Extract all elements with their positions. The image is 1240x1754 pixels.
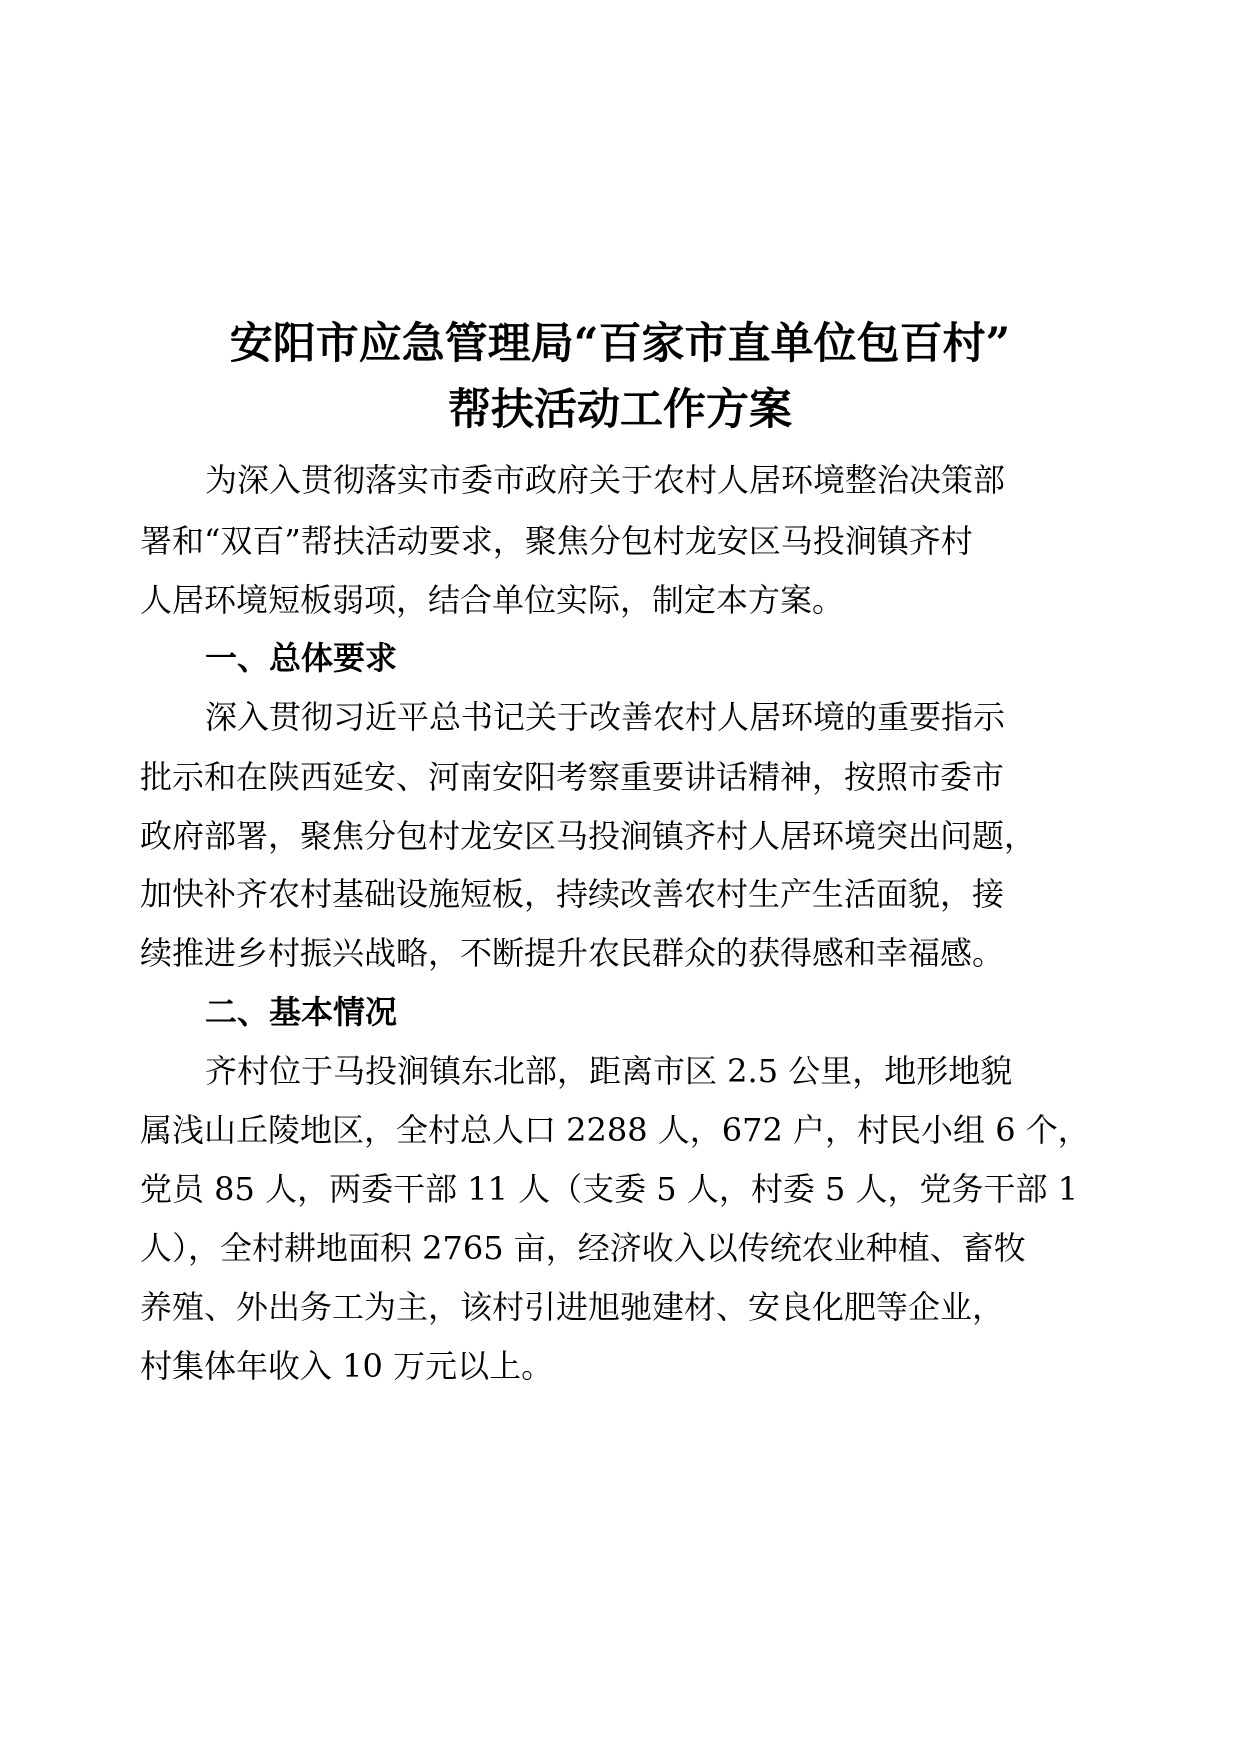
section2-line-2: 属浅山丘陵地区，全村总人口 2288 人，672 户，村民小组 6 个， <box>140 1111 1090 1149</box>
section2-line-1: 齐村位于马投涧镇东北部，距离市区 2.5 公里，地形地貌 <box>205 1052 1013 1090</box>
section2-line-4: 人），全村耕地面积 2765 亩，经济收入以传统农业种植、畜牧 <box>140 1229 1026 1267</box>
section1-line-4: 加快补齐农村基础设施短板，持续改善农村生产生活面貌，接 <box>140 875 1005 913</box>
intro-line-1: 为深入贯彻落实市委市政府关于农村人居环境整治决策部 <box>205 461 1006 499</box>
document-title-line-2: 帮扶活动工作方案 <box>448 385 792 435</box>
document-title-line-1: 安阳市应急管理局“百家市直单位包百村” <box>229 319 1011 369</box>
section-heading-2: 二、基本情况 <box>205 993 398 1031</box>
section-heading-1: 一、总体要求 <box>205 639 398 677</box>
section1-line-1: 深入贯彻习近平总书记关于改善农村人居环境的重要指示 <box>205 698 1006 736</box>
section1-line-3: 政府部署，聚焦分包村龙安区马投涧镇齐村人居环境突出问题， <box>140 817 1037 855</box>
section2-line-6: 村集体年收入 10 万元以上。 <box>140 1347 554 1385</box>
intro-line-2: 署和“双百”帮扶活动要求，聚焦分包村龙安区马投涧镇齐村 <box>140 522 973 560</box>
section2-line-5: 养殖、外出务工为主，该村引进旭驰建材、安良化肥等企业， <box>140 1288 1005 1326</box>
section1-line-2: 批示和在陕西延安、河南安阳考察重要讲话精神，按照市委市 <box>140 758 1005 796</box>
section1-line-5: 续推进乡村振兴战略，不断提升农民群众的获得感和幸福感。 <box>140 934 1005 972</box>
intro-line-3: 人居环境短板弱项，结合单位实际，制定本方案。 <box>140 581 845 619</box>
section2-line-3: 党员 85 人，两委干部 11 人（支委 5 人，村委 5 人，党务干部 1 <box>140 1170 1079 1208</box>
